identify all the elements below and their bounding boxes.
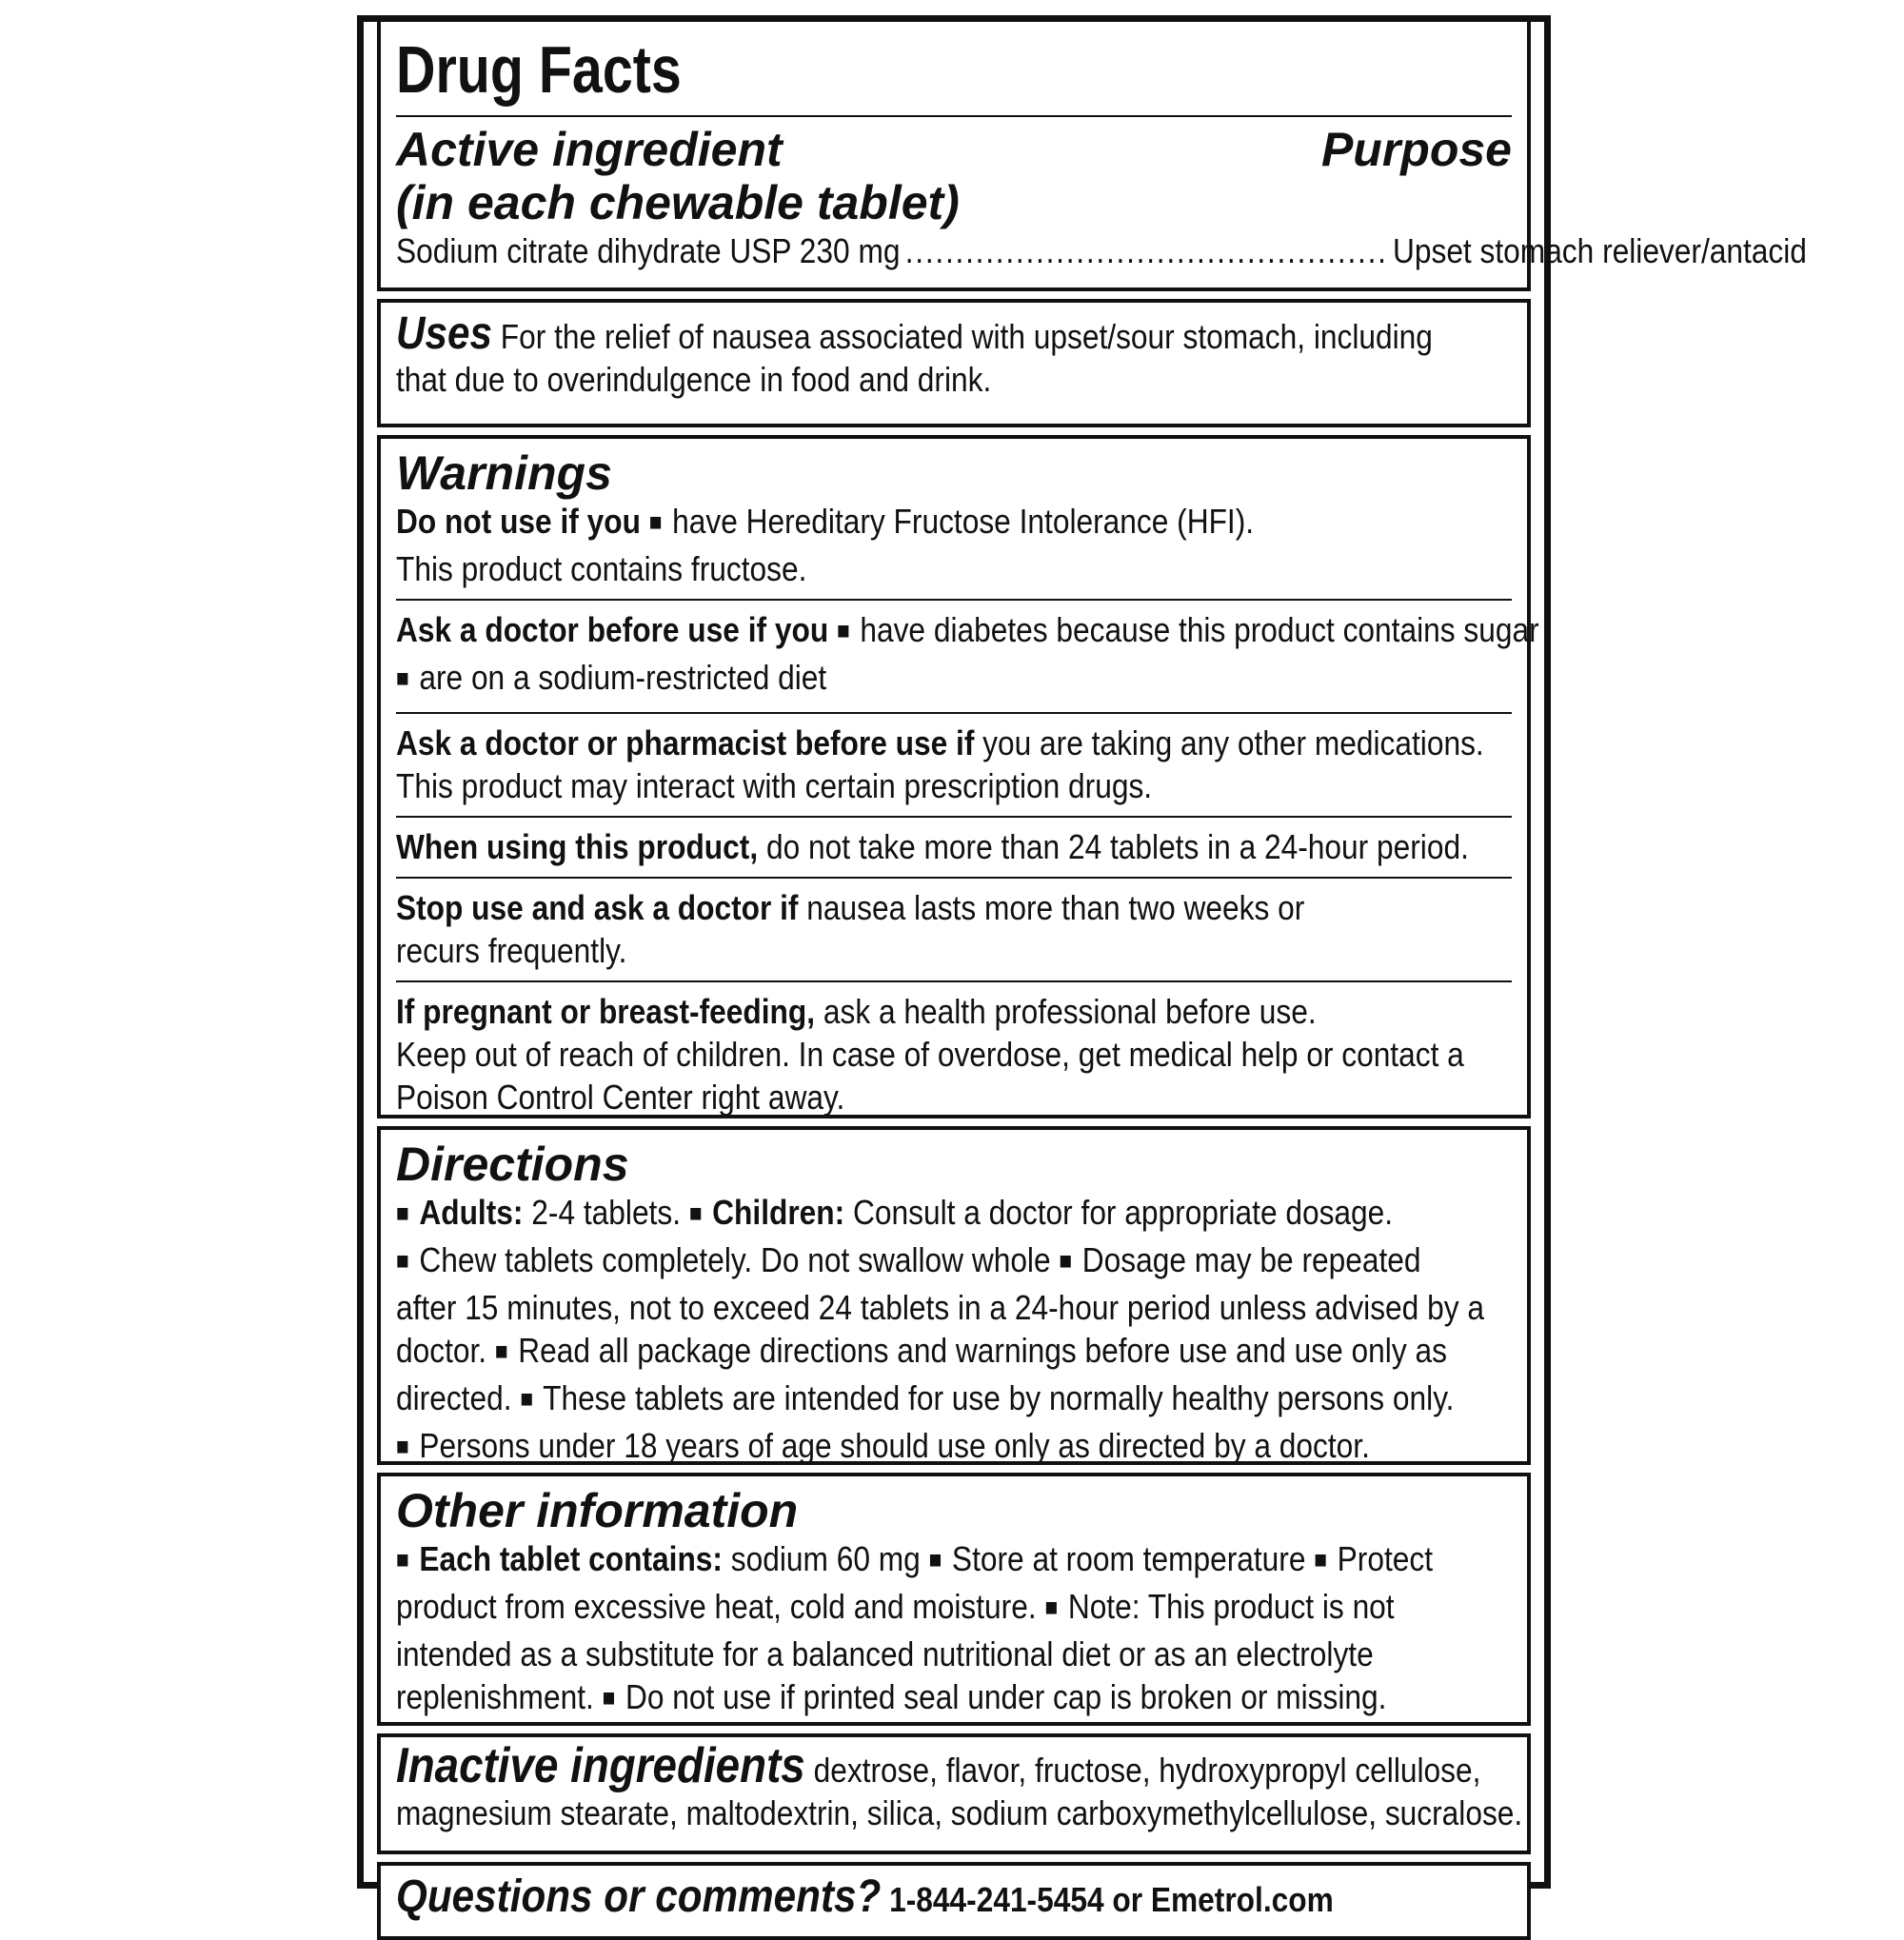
bullet-icon: ■ [520, 1385, 534, 1413]
adults-label: Adults: [419, 1193, 524, 1232]
ingredient-name: Sodium citrate dihydrate USP 230 mg [396, 231, 901, 270]
uses-heading: Uses [396, 308, 492, 359]
ask-doctor-text-2: are on a sodium-restricted diet [419, 658, 827, 697]
bullet-icon: ■ [396, 1247, 409, 1275]
questions-box [377, 1862, 1531, 1940]
stop-use-text: nausea lasts more than two weeks or [806, 888, 1305, 927]
other-text-4b: Do not use if printed seal under cap is broken or missing. [625, 1677, 1387, 1716]
directions-line-1 [396, 1191, 1394, 1238]
bullet-icon: ■ [1314, 1546, 1328, 1574]
active-heading-sub: (in each chewable tablet) [396, 176, 960, 229]
bullet-icon: ■ [928, 1546, 942, 1574]
ingredient-row [396, 229, 1807, 272]
when-using-label: When using this product, [396, 827, 759, 866]
title-rule [396, 115, 1512, 117]
uses-line-1 [396, 308, 1433, 359]
bullet-icon: ■ [1044, 1594, 1059, 1621]
each-tablet-label: Each tablet contains: [419, 1539, 723, 1578]
inactive-line-2: magnesium stearate, maltodextrin, silica, sodium carboxymethylcellulose, sucralose. [396, 1793, 1523, 1832]
warnings-rule [396, 980, 1512, 982]
uses-text-1: For the relief of nausea associated with upset/sour stomach, including [500, 317, 1433, 356]
bullet-icon: ■ [1059, 1247, 1073, 1275]
keep-out-line-1: Keep out of reach of children. In case of overdose, get medical help or contact a [396, 1035, 1464, 1074]
page-title: Drug Facts [396, 32, 682, 107]
children-label: Children: [712, 1193, 845, 1232]
warnings-box [377, 435, 1539, 1118]
inactive-line-1 [396, 1738, 1481, 1793]
each-tablet-text: sodium 60 mg [730, 1539, 921, 1578]
bullet-icon: ■ [602, 1684, 616, 1712]
bullet-icon: ■ [837, 617, 850, 644]
active-heading-row [396, 123, 1512, 176]
ask-doctor-label: Ask a doctor before use if you [396, 610, 829, 649]
pregnant-text: ask a health professional before use. [823, 992, 1317, 1031]
children-text: Consult a doctor for appropriate dosage. [853, 1193, 1394, 1232]
other-line-3: intended as a substitute for a balanced nutritional diet or as an electrolyte [396, 1634, 1374, 1673]
ask-doctor-line [396, 608, 1539, 656]
warnings-rule [396, 599, 1512, 601]
uses-box [377, 299, 1531, 427]
drug-facts-panel [357, 15, 1807, 1922]
inactive-text-1: dextrose, flavor, fructose, hydroxypropyl cellulose, [813, 1751, 1481, 1790]
ask-pharm-label: Ask a doctor or pharmacist before use if [396, 723, 975, 762]
stop-use-label: Stop use and ask a doctor if [396, 888, 799, 927]
directions-line-5 [396, 1376, 1455, 1424]
directions-text-4b: Read all package directions and warnings before use and use only as [518, 1331, 1447, 1370]
pregnant-line [396, 990, 1378, 1033]
bullet-icon: ■ [396, 1433, 409, 1460]
warnings-heading: Warnings [396, 446, 612, 500]
bullet-icon: ■ [396, 1546, 409, 1574]
other-line-2 [396, 1585, 1395, 1633]
do-not-use-line-2: This product contains fructose. [396, 549, 807, 588]
bullet-icon: ■ [396, 664, 409, 692]
bullet-icon: ■ [494, 1337, 508, 1365]
warnings-rule [396, 816, 1512, 818]
other-text-2b: Note: This product is not [1067, 1587, 1395, 1626]
other-line-4 [396, 1675, 1387, 1723]
active-ingredient-box [377, 22, 1807, 291]
store-text: Store at room temperature [951, 1539, 1306, 1578]
ask-pharm-line-2: This product may interact with certain prescription drugs. [396, 766, 1153, 805]
bullet-icon: ■ [396, 1199, 409, 1227]
directions-line-3: after 15 minutes, not to exceed 24 tablets in a 24-hour period unless advised by a [396, 1288, 1484, 1327]
directions-text-5b: These tablets are intended for use by normally healthy persons only. [543, 1378, 1455, 1417]
do-not-use-label: Do not use if you [396, 502, 641, 541]
stop-use-line-2: recurs frequently. [396, 931, 627, 970]
purpose-heading: Purpose [1320, 123, 1512, 176]
ingredient-purpose: Upset stomach reliever/antacid [1392, 231, 1807, 270]
directions-heading: Directions [396, 1138, 629, 1191]
active-heading: Active ingredient [396, 123, 783, 176]
directions-line-4 [396, 1329, 1447, 1376]
keep-out-line-2: Poison Control Center right away. [396, 1078, 845, 1117]
ingredient-dots: ................................................ [904, 231, 1388, 270]
ask-doctor-line-2 [396, 656, 1378, 703]
when-using-text: do not take more than 24 tablets in a 24-hour period. [765, 827, 1469, 866]
pregnant-label: If pregnant or breast-feeding, [396, 992, 816, 1031]
ask-pharm-text: you are taking any other medications. [982, 723, 1484, 762]
do-not-use-line [396, 500, 1378, 547]
other-info-heading: Other information [396, 1484, 799, 1537]
directions-box [377, 1126, 1531, 1465]
directions-text-5a: directed. [396, 1378, 512, 1417]
directions-text-6: Persons under 18 years of age should use only as directed by a doctor. [419, 1426, 1370, 1465]
other-info-box [377, 1473, 1531, 1726]
warnings-rule [396, 712, 1512, 714]
questions-contact: 1-844-241-5454 or Emetrol.com [889, 1880, 1334, 1919]
directions-text-4a: doctor. [396, 1331, 487, 1370]
inactive-ingredients-box [377, 1733, 1531, 1854]
other-line-1 [396, 1537, 1433, 1585]
stop-use-line [396, 886, 1378, 929]
inactive-heading: Inactive ingredients [396, 1738, 805, 1793]
protect-text: Protect [1337, 1539, 1433, 1578]
directions-line-6 [396, 1424, 1378, 1472]
uses-line-2: that due to overindulgence in food and drink. [396, 360, 992, 399]
directions-line-2 [396, 1238, 1421, 1286]
when-using-line [396, 825, 1469, 868]
bullet-icon: ■ [688, 1199, 703, 1227]
other-text-2a: product from excessive heat, cold and moisture. [396, 1587, 1037, 1626]
ask-doctor-text: have diabetes because this product contains sugar [860, 610, 1539, 649]
questions-line [396, 1871, 1378, 1922]
directions-text-2: Chew tablets completely. Do not swallow whole [419, 1240, 1051, 1279]
warnings-rule [396, 877, 1512, 879]
do-not-use-text: have Hereditary Fructose Intolerance (HFI). [672, 502, 1255, 541]
directions-text-2b: Dosage may be repeated [1081, 1240, 1421, 1279]
adults-text: 2-4 tablets. [531, 1193, 682, 1232]
questions-heading: Questions or comments? [396, 1871, 882, 1922]
other-text-4a: replenishment. [396, 1677, 594, 1716]
bullet-icon: ■ [648, 508, 663, 536]
ask-pharm-line [396, 722, 1484, 764]
